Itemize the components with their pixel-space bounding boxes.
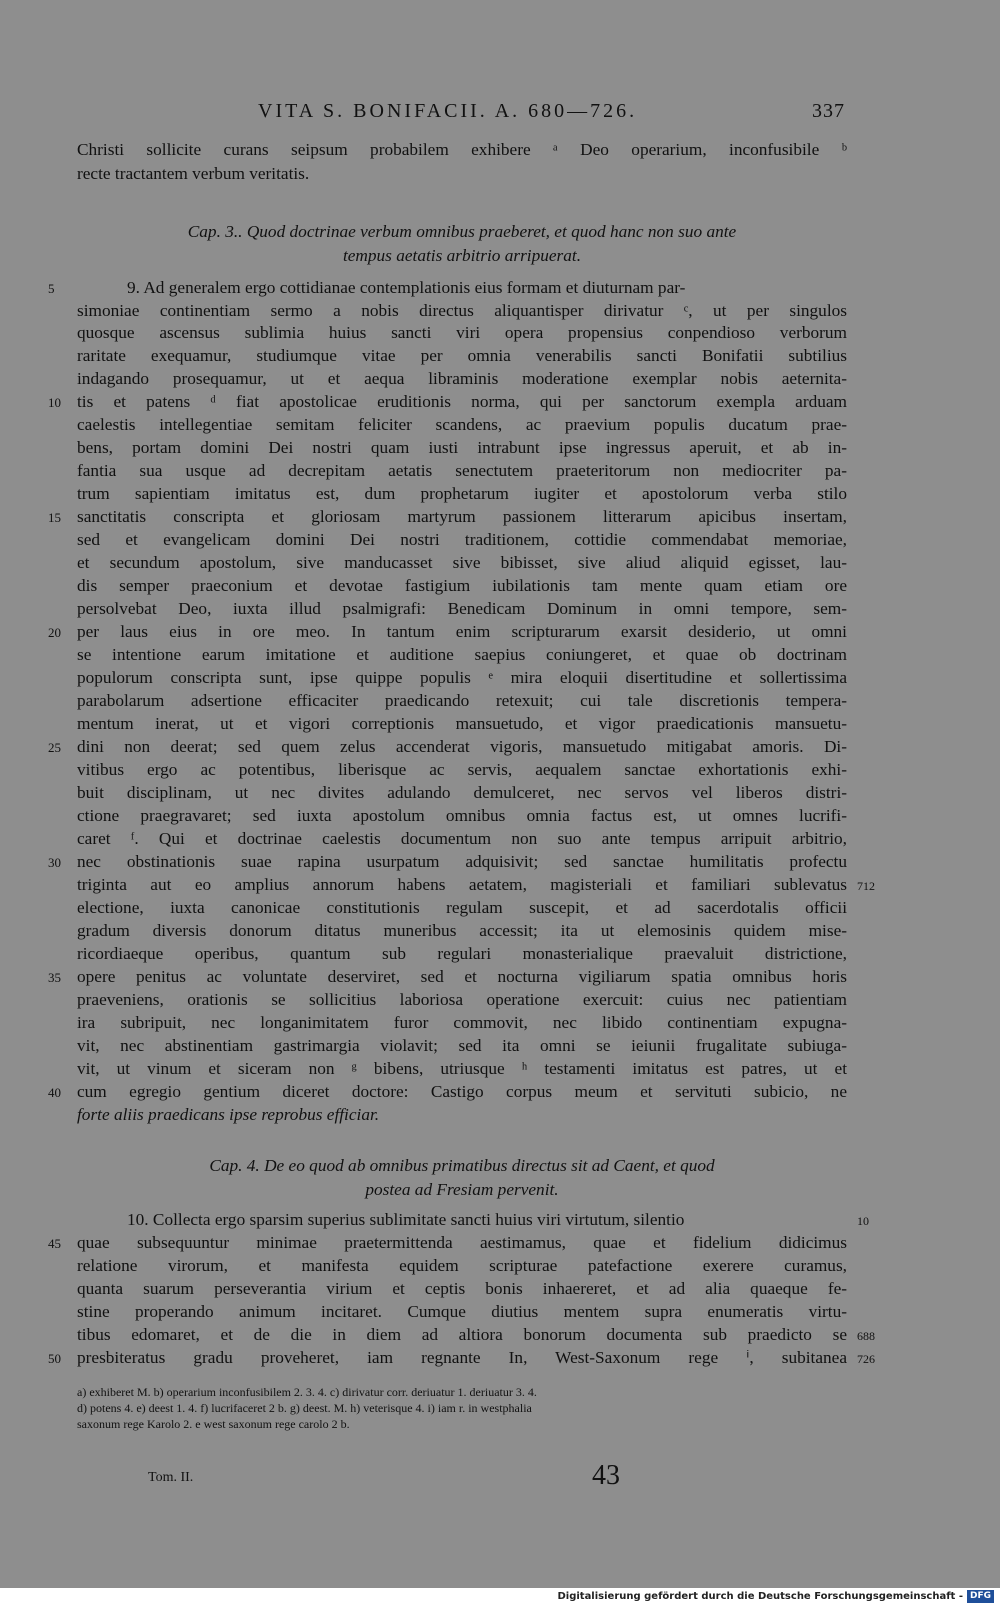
text-line: et secundum apostolum, sive manducasset sive bibisset, sive aliud aliquid egisset, lau-: [77, 553, 847, 572]
line-number: 25: [48, 740, 61, 755]
text-line: Cap. 4. De eo quod ab omnibus primatibus directus sit ad Caent, et quod: [209, 1156, 715, 1175]
text-line: Christi sollicite curans seipsum probabilem exhibere ᵃ Deo operarium, inconfusibile ᵇ: [77, 140, 847, 159]
margin-reference: 688: [857, 1329, 875, 1343]
text-line: ricordiaeque operibus, quantum sub regulari monasterialique praevaluit districtione,: [77, 944, 847, 963]
text-line: quosque ascensus sublimia huius sancti viri opera propensius conpendioso verborum: [77, 323, 847, 342]
credit-text: Digitalisierung gefördert durch die Deutsche Forschungsgemeinschaft -: [557, 1590, 963, 1602]
text-line: stine properando animum incitaret. Cumque diutius mentem supra enumeratis virtu-: [77, 1302, 847, 1321]
text-line: praeveniens, orationis se sollicitius laboriosa operatione exercuit: cuius nec patientiam: [77, 990, 847, 1009]
footnote-line: saxonum rege Karolo 2. e west saxonum rege carolo 2 b.: [77, 1417, 350, 1431]
text-line: sed et evangelicam domini Dei nostri traditionem, cottidie commendabat memoriae,: [77, 530, 847, 549]
text-line: vit, ut vinum et siceram non ᵍ bibens, utriusque ʰ testamenti imitatus est patres, ut et: [77, 1059, 847, 1078]
text-line: 10. Collecta ergo sparsim superius sublimitate sancti huius viri virtutum, silentio: [127, 1210, 685, 1229]
text-line: bens, portam domini Dei nostri quam iusti intrabunt ipse ingressus aperuit, et ab in-: [77, 438, 847, 457]
text-line: quanta suarum perseverantia virium et ceptis bonis inhaereret, et ad alia quaeque fe-: [77, 1279, 847, 1298]
digitization-credit: [557, 1589, 994, 1603]
text-line: recte tractantem verbum veritatis.: [77, 164, 310, 183]
footnote-line: d) potens 4. e) deest 1. 4. f) lucrifaceret 2 b. g) deest. M. h) veterisque 4. i) iam r. in westphalia: [77, 1401, 532, 1415]
volume-label: Tom. II.: [148, 1470, 194, 1485]
sheet-signature: 43: [592, 1460, 620, 1491]
text-line: ctione praegravaret; sed iuxta apostolum omnibus omnia factus est, ut omnes lucrifi-: [77, 806, 847, 825]
margin-reference: 10: [857, 1214, 869, 1228]
text-line: nec obstinationis suae rapina usurpatum adquisivit; sed sanctae humilitatis profectu: [77, 852, 847, 871]
text-line: buit disciplinam, ut nec divites adulando demulceret, nec servos vel liberos distri-: [77, 783, 847, 802]
text-line: sanctitatis conscripta et gloriosam martyrum passionem litterarum apicibus insertam,: [77, 507, 847, 526]
text-line: tis et patens ᵈ fiat apostolicae eruditionis norma, qui per sanctorum exempla arduam: [77, 392, 847, 411]
text-line: caret ᶠ. Qui et doctrinae caelestis documentum non suo ante tempus arripuit arbitrio,: [77, 829, 847, 848]
text-line: presbiteratus gradu proveheret, iam regnante In, West-Saxonum rege ⁱ, subitanea: [77, 1348, 847, 1367]
line-number: 20: [48, 625, 61, 640]
text-line: vit, nec abstinentiam gastrimargia violavit; sed ita omni se ieiunii frugalitate subiuga-: [77, 1036, 847, 1055]
running-title: VITA S. BONIFACII. A. 680—726.: [258, 100, 638, 122]
text-line: dis semper praeconium et devotae fastigium iubilationis tam mente quam etiam ore: [77, 576, 847, 595]
text-line: parabolarum adsertione efficaciter praedicando retexuit; cui tale discretionis tempera-: [77, 691, 847, 710]
text-line: per laus eius in ore meo. In tantum enim scripturarum exarsit desiderio, ut omni: [77, 622, 847, 641]
text-line: forte aliis praedicans ipse reprobus efficiar.: [77, 1105, 380, 1124]
text-line: simoniae continentiam sermo a nobis directus aliquantisper dirivatur ᶜ, ut per singulos: [77, 301, 847, 320]
text-line: tempus aetatis arbitrio arripuerat.: [342, 246, 582, 265]
text-line: 9. Ad generalem ergo cottidianae contemplationis eius formam et diuturnam par-: [127, 278, 686, 297]
text-line: dini non deerat; sed quem zelus accenderat vigoris, mansuetudo mitigabat amoris. Di-: [77, 737, 847, 756]
text-line: vitibus ergo ac potentibus, liberisque ac servis, aequalem sanctae exhortationis exhi-: [77, 760, 847, 779]
line-number: 15: [48, 510, 61, 525]
text-line: raritate exequamur, studiumque vitae per omnia venerabilis sancti Bonifatii subtilius: [77, 346, 847, 365]
text-line: tibus edomaret, et de die in diem ad altiora bonorum documenta sub praedicto se: [77, 1325, 847, 1344]
text-line: se intentione earum imitatione et auditione saepius coniungeret, et quae ob doctrinam: [77, 645, 847, 664]
text-line: caelestis intellegentiae semitam feliciter scandens, ac praevium populis ducatum prae-: [77, 415, 847, 434]
text-line: trum sapientiam imitatus est, dum prophetarum iugiter et apostolorum verba stilo: [77, 484, 847, 503]
text-line: fantia sua usque ad decrepitam aetatis senectutem praeteritorum non mediocriter pa-: [77, 461, 847, 480]
text-line: indagando prosequamur, ut et aequa libraminis moderatione exemplar nobis aeternita-: [77, 369, 847, 388]
line-number: 45: [48, 1236, 61, 1251]
text-line: relatione virorum, et manifesta equidem scripturae patefactione exerere curamus,: [77, 1256, 847, 1275]
text-line: postea ad Fresiam pervenit.: [365, 1180, 559, 1199]
dfg-logo-icon: DFG: [967, 1590, 994, 1603]
line-number: 40: [48, 1085, 61, 1100]
text-line: electione, iuxta canonicae constitutionis regulam suscepit, et ad sacerdotalis officii: [77, 898, 847, 917]
footnote-line: a) exhiberet M. b) operarium inconfusibilem 2. 3. 4. c) dirivatur corr. deriuatur 1. deriuatur 3. 4.: [77, 1385, 537, 1399]
text-line: ira subripuit, nec longanimitatem furor commovit, nec libido continentiam expugna-: [77, 1013, 847, 1032]
text-line: mentum inerat, ut et vigori correptionis mansuetudo, et vigor praedicationis mansuetu-: [77, 714, 847, 733]
line-number: 50: [48, 1351, 61, 1366]
line-number: 5: [48, 281, 55, 296]
text-line: triginta aut eo amplius annorum habens aetatem, magisteriali et familiari sublevatus: [77, 875, 847, 894]
line-number: 10: [48, 395, 61, 410]
text-line: persolvebat Deo, iuxta illud psalmigrafi: Benedicam Dominum in omni tempore, sem-: [77, 599, 847, 618]
text-line: opere penitus ac voluntate deserviret, sed et nocturna vigiliarum spatia omnibus horis: [77, 967, 847, 986]
margin-reference: 712: [857, 879, 875, 893]
text-line: Cap. 3.. Quod doctrinae verbum omnibus praeberet, et quod hanc non suo ante: [187, 222, 737, 241]
text-line: cum egregio gentium diceret doctore: Castigo corpus meum et servituti subicio, ne: [77, 1082, 847, 1101]
text-line: quae subsequuntur minimae praetermittenda aestimamus, quae et fidelium didicimus: [77, 1233, 847, 1252]
margin-reference: 726: [857, 1352, 875, 1366]
line-number: 35: [48, 970, 61, 985]
line-number: 30: [48, 855, 61, 870]
page-number: 337: [812, 100, 845, 122]
text-line: populorum conscripta sunt, ipse quippe populis ᵉ mira eloquii disertitudine et sollertissima: [77, 668, 847, 687]
text-line: gradum diversis donorum ditatus muneribus accessit; ita ut elemosinis quidem mise-: [77, 921, 847, 940]
